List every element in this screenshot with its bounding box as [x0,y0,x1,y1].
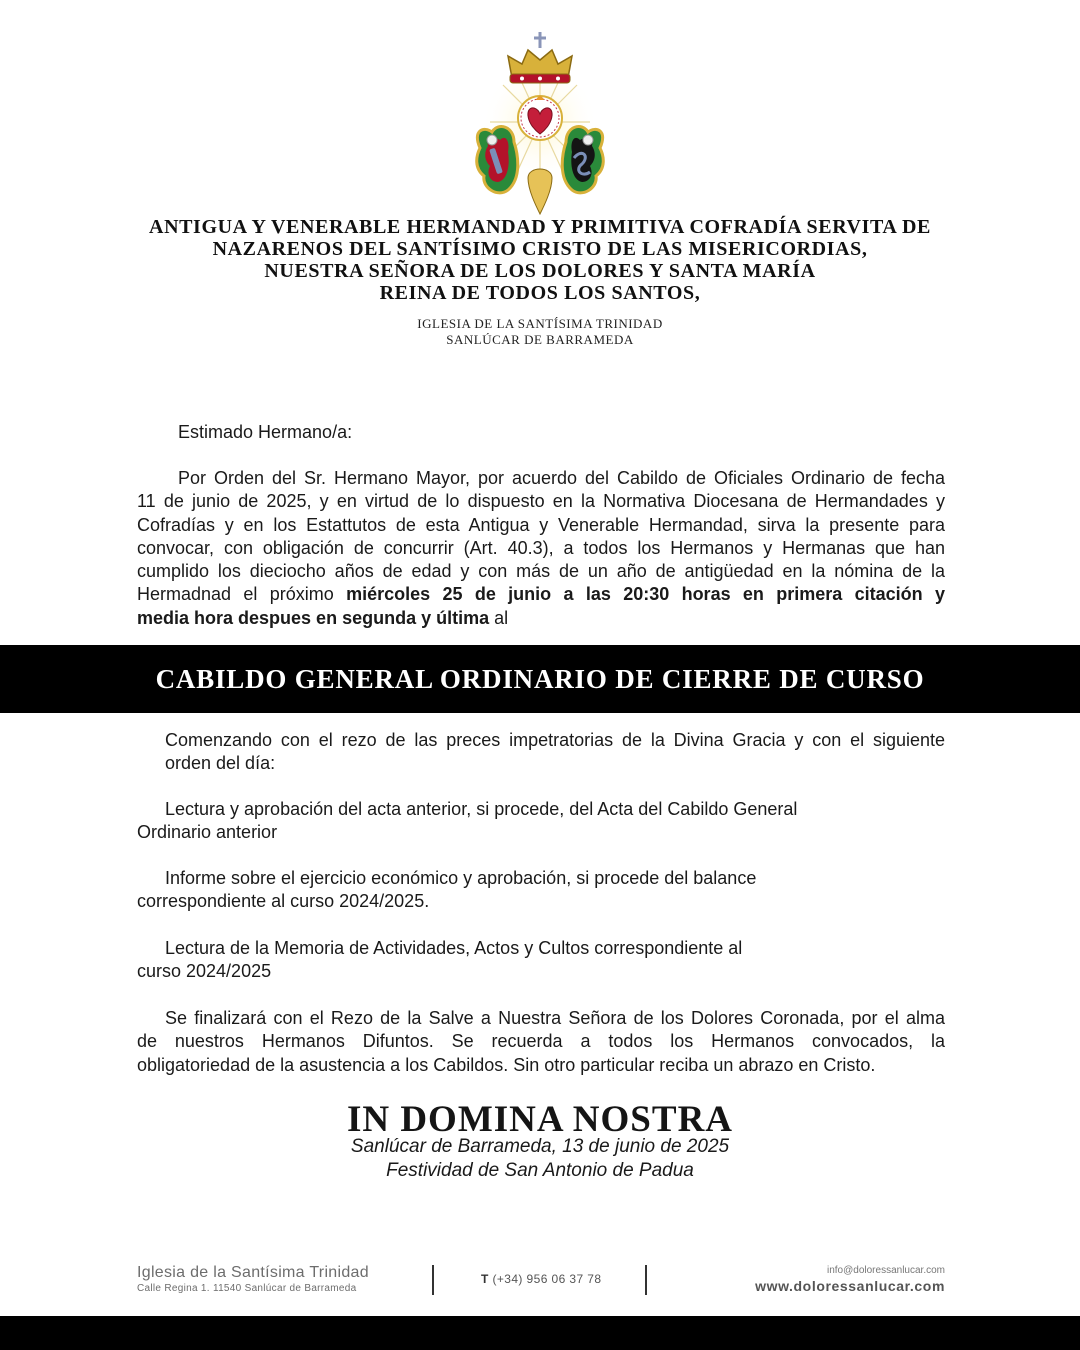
agenda-item [137,867,945,914]
paragraph-line [137,583,945,606]
motto: IN DOMINA NOSTRA [346,1099,734,1140]
convocation-paragraph [137,467,945,630]
agenda-intro [137,729,945,776]
footer-church [137,1264,369,1294]
church-name: IGLESIA DE LA SANTÍSIMA TRINIDAD [417,316,663,331]
agenda-item [137,798,945,845]
agenda-item-line: Ordinario anterior [137,822,278,843]
footer-website-link[interactable]: www.doloressanlucar.com [755,1278,945,1294]
phone-number: (+34) 956 06 37 78 [492,1272,602,1286]
church-city: SANLÚCAR DE BARRAMEDA [446,332,634,347]
paragraph-line: cumplido los dieciocho años de edad y con más de un año de antigüedad en la nómina de la [137,561,945,582]
brotherhood-title [0,216,1080,304]
agenda-intro-line: Comenzando con el rezo de las preces impetratorias de la Divina Gracia y con el siguiente [165,730,945,750]
meeting-date-time: miércoles 25 de junio a las 20:30 horas en primera citación y [346,584,945,605]
brotherhood-crest-icon [470,30,610,218]
footer-divider [645,1265,647,1295]
footer-phone[interactable] [481,1272,601,1286]
church-heading [0,316,1080,348]
paragraph-line: 11 de junio de 2025, y en virtud de lo dispuesto en la Normativa Diocesana de Hermandades y [137,491,945,512]
closing-line: obligatoriedad de la asustencia a los Cabildos. Sin otro particular reciba un abrazo en Cristo. [137,1054,876,1075]
feast-line: Festividad de San Antonio de Padua [386,1160,694,1181]
greeting [137,421,945,444]
meeting-title-banner [0,645,1080,713]
agenda-item [137,937,945,984]
brotherhood-title-line: NUESTRA SEÑORA DE LOS DOLORES Y SANTA MARÍA [264,260,816,282]
paragraph-line: Por Orden del Sr. Hermano Mayor, por acuerdo del Cabildo de Oficiales Ordinario de fecha [178,468,945,488]
greeting-text: Estimado Hermano/a: [178,422,353,442]
meeting-title: CABILDO GENERAL ORDINARIO DE CIERRE DE CURSO [155,663,925,694]
agenda-item-line: Lectura y aprobación del acta anterior, si procede, del Acta del Cabildo General [165,799,798,819]
footer-email-link[interactable]: info@doloressanlucar.com [827,1265,945,1276]
meeting-suffix: al [489,607,509,628]
date-line: Sanlúcar de Barrameda, 13 de junio de 2025 [350,1136,730,1157]
closing-paragraph [137,1007,945,1077]
agenda-item-line: curso 2024/2025 [137,961,272,982]
footer-address: Calle Regina 1. 11540 Sanlúcar de Barrameda [137,1283,357,1294]
closing-line: de nuestros Hermanos Difuntos. Se recuerda a todos los Hermanos convocados, la [137,1031,945,1052]
second-call: media hora despues en segunda y última [137,607,490,628]
paragraph-line [137,607,945,630]
brotherhood-title-line: NAZARENOS DEL SANTÍSIMO CRISTO DE LAS MISERICORDIAS, [212,238,868,260]
paragraph-line: convocar, con obligación de concurrir (Art. 40.3), a todos los Hermanos y Hermanas que han [137,537,945,558]
brotherhood-title-line: REINA DE TODOS LOS SANTOS, [379,282,701,304]
meeting-intro: Hermadnad el próximo [137,584,347,605]
agenda-intro-line: orden del día: [165,753,276,774]
agenda-item-line: Lectura de la Memoria de Actividades, Actos y Cultos correspondiente al [165,938,743,958]
agenda-item-line: correspondiente al curso 2024/2025. [137,891,430,912]
paragraph-line: Cofradías y en los Estattutos de esta Antigua y Venerable Hermandad, sirva la presente para [137,514,945,535]
phone-prefix: T [481,1272,489,1286]
closing-line: Se finalizará con el Rezo de la Salve a Nuestra Señora de los Dolores Coronada, por el alma [165,1008,945,1028]
footer [0,1262,1080,1302]
agenda-item-line: Informe sobre el ejercicio económico y aprobación, si procede del balance [165,868,757,888]
bottom-bar [0,1316,1080,1350]
signature-block [0,1135,1080,1183]
brotherhood-title-line: ANTIGUA Y VENERABLE HERMANDAD Y PRIMITIVA COFRADÍA SERVITA DE [149,216,931,238]
footer-church-name: Iglesia de la Santísima Trinidad [137,1264,369,1281]
footer-contact [755,1265,945,1294]
footer-divider [432,1265,434,1295]
